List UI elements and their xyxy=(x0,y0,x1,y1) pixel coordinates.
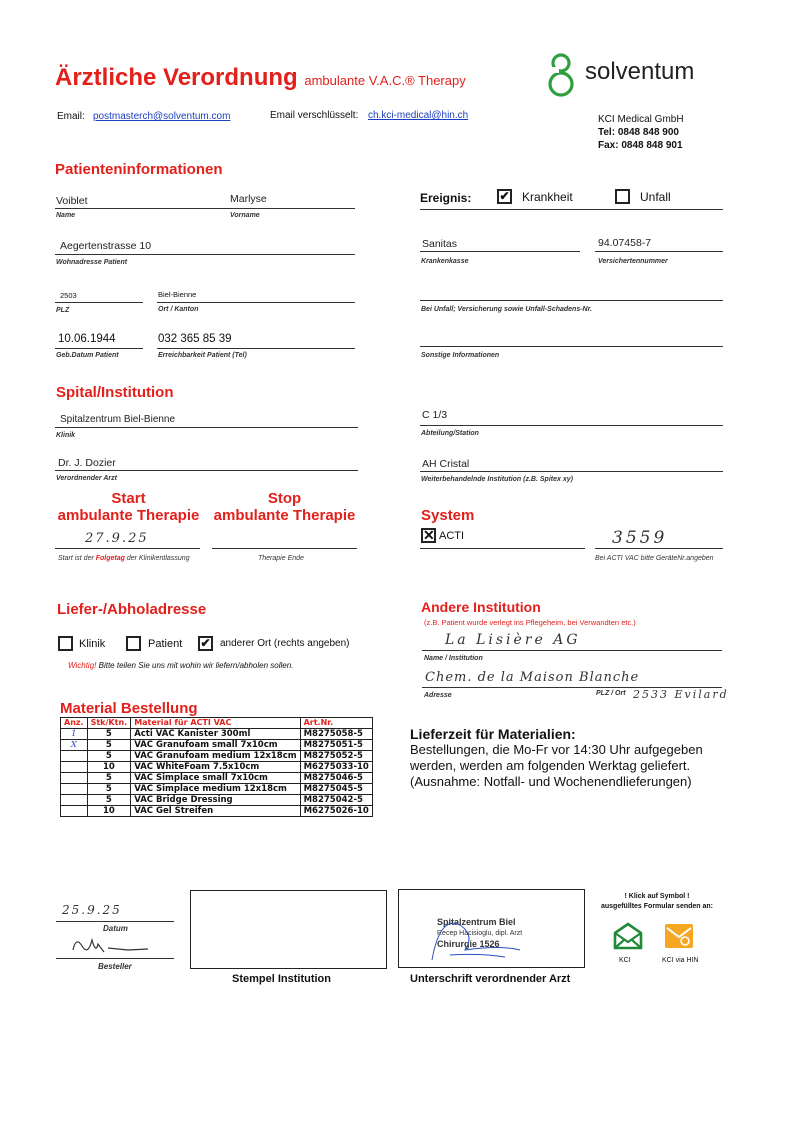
underline xyxy=(212,548,357,549)
material-header-row xyxy=(61,718,373,729)
underline xyxy=(56,921,174,922)
underline xyxy=(55,254,355,255)
followup-institution[interactable]: AH Cristal xyxy=(422,458,470,470)
checkbox-illness[interactable]: ✔ xyxy=(497,189,512,204)
underline xyxy=(157,302,355,303)
material-art-cell: M6275033-10 xyxy=(300,762,372,773)
underline xyxy=(55,348,143,349)
start-label-pre: Start ist der xyxy=(58,555,96,562)
section-material: Material Bestellung xyxy=(60,700,198,717)
other-institution-address[interactable]: Chem. de la Maison Blanche xyxy=(425,670,640,685)
material-pack-cell: 5 xyxy=(87,740,131,751)
patient-plz[interactable]: 2503 xyxy=(60,291,77,300)
col-anz: Anz. xyxy=(61,718,88,729)
underline xyxy=(55,470,358,471)
label-orderer: Besteller xyxy=(98,962,132,971)
label-other-institution-plz: PLZ / Ort xyxy=(596,690,626,697)
label-doctor: Verordnender Arzt xyxy=(56,475,117,482)
device-number-handwritten[interactable]: 3559 xyxy=(612,528,668,548)
material-row xyxy=(61,773,373,784)
label-other-info: Sonstige Informationen xyxy=(421,352,500,359)
doctor-signature xyxy=(420,905,540,965)
material-qty-cell[interactable] xyxy=(61,762,88,773)
underline xyxy=(420,548,585,549)
solventum-logo-icon xyxy=(543,52,579,98)
label-accident-insurance: Bei Unfall; Versicherung sowie Unfall-Schadens-Nr. xyxy=(421,306,592,313)
patient-address[interactable]: Aegertenstrasse 10 xyxy=(60,240,152,252)
label-plz: PLZ xyxy=(56,307,70,314)
underline xyxy=(420,471,723,472)
start-date-handwritten[interactable]: 27.9.25 xyxy=(85,531,149,546)
patient-phone[interactable]: 032 365 85 39 xyxy=(158,333,232,345)
delivery-note-red: Wichtig! xyxy=(68,661,97,670)
footer-date-handwritten[interactable]: 25.9.25 xyxy=(62,903,122,917)
label-other-institution-name: Name / Institution xyxy=(424,655,483,662)
start-title-2: ambulante Therapie xyxy=(57,507,200,524)
material-pack-cell: 5 xyxy=(87,773,131,784)
label-other-institution-address: Adresse xyxy=(424,692,452,699)
material-art-cell: M8275051-5 xyxy=(300,740,372,751)
material-pack-cell: 5 xyxy=(87,795,131,806)
underline xyxy=(420,251,580,252)
underline xyxy=(55,302,143,303)
checkbox-acti[interactable]: ✕ xyxy=(423,527,435,543)
material-art-cell: M8275045-5 xyxy=(300,784,372,795)
material-pack-cell: 5 xyxy=(87,729,131,740)
material-pack-cell: 5 xyxy=(87,784,131,795)
underline xyxy=(420,209,723,210)
material-qty-cell[interactable] xyxy=(61,784,88,795)
insurer[interactable]: Sanitas xyxy=(422,238,458,250)
checkbox-patient[interactable] xyxy=(126,636,141,651)
col-artnr: Art.Nr. xyxy=(300,718,372,729)
brand-name: solventum xyxy=(585,58,695,85)
material-pack-cell: 10 xyxy=(87,762,131,773)
material-name-cell: VAC WhiteFoam 7.5x10cm xyxy=(131,762,300,773)
other-institution-name[interactable]: La Lisière AG xyxy=(445,632,581,648)
email-link[interactable]: postmasterch@solventum.com xyxy=(93,111,231,122)
doctor-stamp-line1: Spitalzentrum Biel xyxy=(437,917,516,927)
section-system: System xyxy=(421,507,475,524)
company-info xyxy=(598,113,684,152)
doctor-stamp-line3: Chirurgie 1526 xyxy=(437,939,500,949)
underline xyxy=(56,958,174,959)
material-row xyxy=(61,740,373,751)
material-table-wrap xyxy=(60,717,373,817)
hin-label: KCI via HIN xyxy=(662,957,699,964)
start-therapy-title xyxy=(56,490,201,524)
label-insured-number: Versichertennummer xyxy=(598,258,668,265)
label-name: Name xyxy=(56,212,76,219)
material-qty-cell[interactable] xyxy=(61,806,88,817)
underline xyxy=(55,548,200,549)
mail-kci-icon xyxy=(613,922,643,950)
material-name-cell: Acti VAC Kanister 300ml xyxy=(131,729,300,740)
patient-dob[interactable]: 10.06.1944 xyxy=(58,333,116,345)
ward[interactable]: C 1/3 xyxy=(422,409,448,421)
stop-title-1: Stop xyxy=(267,490,302,507)
underline xyxy=(422,650,722,651)
col-material: Material für ACTI VAC xyxy=(131,718,300,729)
patient-name[interactable]: Voiblet xyxy=(56,195,88,207)
delivery-time-text: Bestellungen, die Mo-Fr vor 14:30 Uhr aufgegeben werden, werden am folgenden Werktag geliefert. (Ausnahme: Notfall- und Wochenendlieferungen) xyxy=(410,742,703,789)
section-patient: Patienteninformationen xyxy=(55,161,223,178)
kci-label: KCI xyxy=(619,957,631,964)
material-art-cell: M8275042-5 xyxy=(300,795,372,806)
start-label-red: Folgetag xyxy=(95,555,125,562)
send-hin-button[interactable] xyxy=(664,922,694,955)
email-encrypted-link[interactable]: ch.kci-medical@hin.ch xyxy=(368,110,469,121)
stamp-box[interactable] xyxy=(190,890,387,969)
material-row xyxy=(61,762,373,773)
label-device-number: Bei ACTI VAC bitte GeräteNr.angeben xyxy=(595,555,714,562)
material-qty-cell[interactable]: 1 xyxy=(61,729,88,740)
material-row xyxy=(61,729,373,740)
doctor[interactable]: Dr. J. Dozier xyxy=(58,457,116,469)
label-stamp: Stempel Institution xyxy=(232,973,331,985)
material-name-cell: VAC Bridge Dressing xyxy=(131,795,300,806)
label-insurer: Krankenkasse xyxy=(421,258,469,265)
section-hospital: Spital/Institution xyxy=(56,384,174,401)
start-label-post: der Klinikentlassung xyxy=(124,555,190,562)
material-row xyxy=(61,806,373,817)
underline xyxy=(55,208,355,209)
send-form-title xyxy=(592,892,722,912)
patient-option-label: Patient xyxy=(148,638,183,650)
material-pack-cell: 10 xyxy=(87,806,131,817)
checkbox-other-location[interactable]: ✔ xyxy=(198,636,213,651)
patient-firstname[interactable]: Marlyse xyxy=(230,193,267,205)
label-ward: Abteilung/Station xyxy=(421,430,479,437)
email-encrypted-label: Email verschlüsselt: xyxy=(270,110,359,121)
delivery-note xyxy=(68,661,293,670)
illness-label: Krankheit xyxy=(522,190,573,204)
delivery-note-text: Bitte teilen Sie uns mit wohin wir liefern/abholen sollen. xyxy=(98,661,294,670)
material-name-cell: VAC Granufoam small 7x10cm xyxy=(131,740,300,751)
material-name-cell: VAC Simplace medium 12x18cm xyxy=(131,784,300,795)
label-dob: Geb.Datum Patient xyxy=(56,352,119,359)
material-pack-cell: 5 xyxy=(87,751,131,762)
underline xyxy=(595,251,723,252)
send-title-2: ausgefülltes Formular senden an: xyxy=(600,903,714,910)
underline xyxy=(157,348,355,349)
stop-title-2: ambulante Therapie xyxy=(213,507,356,524)
material-row xyxy=(61,751,373,762)
section-delivery: Liefer-/Abholadresse xyxy=(57,601,207,618)
accident-label: Unfall xyxy=(640,190,671,204)
label-firstname: Vorname xyxy=(230,212,260,219)
label-phone: Erreichbarkeit Patient (Tel) xyxy=(158,352,247,359)
label-clinic: Klinik xyxy=(56,432,76,439)
stop-therapy-title xyxy=(212,490,357,524)
material-qty-cell[interactable]: X xyxy=(61,740,88,751)
clinic-option-label: Klinik xyxy=(79,638,106,650)
label-followup: Weiterbehandelnde Institution (z.B. Spitex xy) xyxy=(421,476,573,483)
form-title xyxy=(55,64,466,92)
underline xyxy=(420,346,723,347)
send-title-1: ! Klick auf Symbol ! xyxy=(624,893,690,900)
other-location-label: anderer Ort (rechts angeben) xyxy=(220,638,350,649)
other-institution-hint: (z.B. Patient wurde verlegt ins Pflegeheim, bei Verwandten etc.) xyxy=(424,618,636,627)
col-stk: Stk/Ktn. xyxy=(87,718,131,729)
company-tel: Tel: 0848 848 900 xyxy=(598,127,679,138)
mail-hin-icon xyxy=(664,922,694,950)
title-main: Ärztliche Verordnung xyxy=(55,64,298,91)
event-label: Ereignis: xyxy=(420,191,472,205)
doctor-stamp-line2: Recep Hacisioglu, dipl. Arzt xyxy=(437,930,523,937)
company-fax: Fax: 0848 848 901 xyxy=(598,140,683,151)
send-kci-button[interactable] xyxy=(613,922,643,955)
clinic[interactable]: Spitalzentrum Biel-Bienne xyxy=(60,414,176,425)
underline xyxy=(55,427,358,428)
material-art-cell: M8275046-5 xyxy=(300,773,372,784)
label-date: Datum xyxy=(103,924,128,933)
material-table xyxy=(60,717,373,817)
insured-number[interactable]: 94.07458-7 xyxy=(598,237,652,249)
label-address: Wohnadresse Patient xyxy=(56,259,128,266)
checkbox-accident[interactable] xyxy=(615,189,630,204)
label-doctor-signature: Unterschrift verordnender Arzt xyxy=(410,973,571,985)
solventum-logo xyxy=(543,52,579,103)
material-row xyxy=(61,795,373,806)
company-name: KCI Medical GmbH xyxy=(598,114,684,125)
material-name-cell: VAC Gel Streifen xyxy=(131,806,300,817)
delivery-time-block xyxy=(410,726,740,790)
label-end: Therapie Ende xyxy=(258,555,304,562)
material-qty-cell[interactable] xyxy=(61,751,88,762)
title-sub: ambulante V.A.C.® Therapy xyxy=(304,73,466,88)
checkbox-clinic[interactable] xyxy=(58,636,73,651)
material-art-cell: M8275058-5 xyxy=(300,729,372,740)
material-row xyxy=(61,784,373,795)
label-city: Ort / Kanton xyxy=(158,306,199,313)
underline xyxy=(420,300,723,301)
underline xyxy=(595,548,723,549)
delivery-time-title: Lieferzeit für Materialien: xyxy=(410,726,576,742)
email-label: Email: xyxy=(57,111,85,122)
start-title-1: Start xyxy=(111,490,146,507)
material-qty-cell[interactable] xyxy=(61,773,88,784)
material-name-cell: VAC Simplace small 7x10cm xyxy=(131,773,300,784)
patient-city[interactable]: Biel-Bienne xyxy=(158,290,197,299)
material-art-cell: M8275052-5 xyxy=(300,751,372,762)
acti-label: ACTI xyxy=(439,530,465,542)
material-art-cell: M6275026-10 xyxy=(300,806,372,817)
section-other-institution: Andere Institution xyxy=(421,599,541,615)
other-institution-plz-city[interactable]: 2533 Evilard xyxy=(633,688,729,701)
material-name-cell: VAC Granufoam medium 12x18cm xyxy=(131,751,300,762)
material-qty-cell[interactable] xyxy=(61,795,88,806)
underline xyxy=(420,425,723,426)
label-start xyxy=(58,555,190,562)
orderer-signature xyxy=(68,930,158,960)
